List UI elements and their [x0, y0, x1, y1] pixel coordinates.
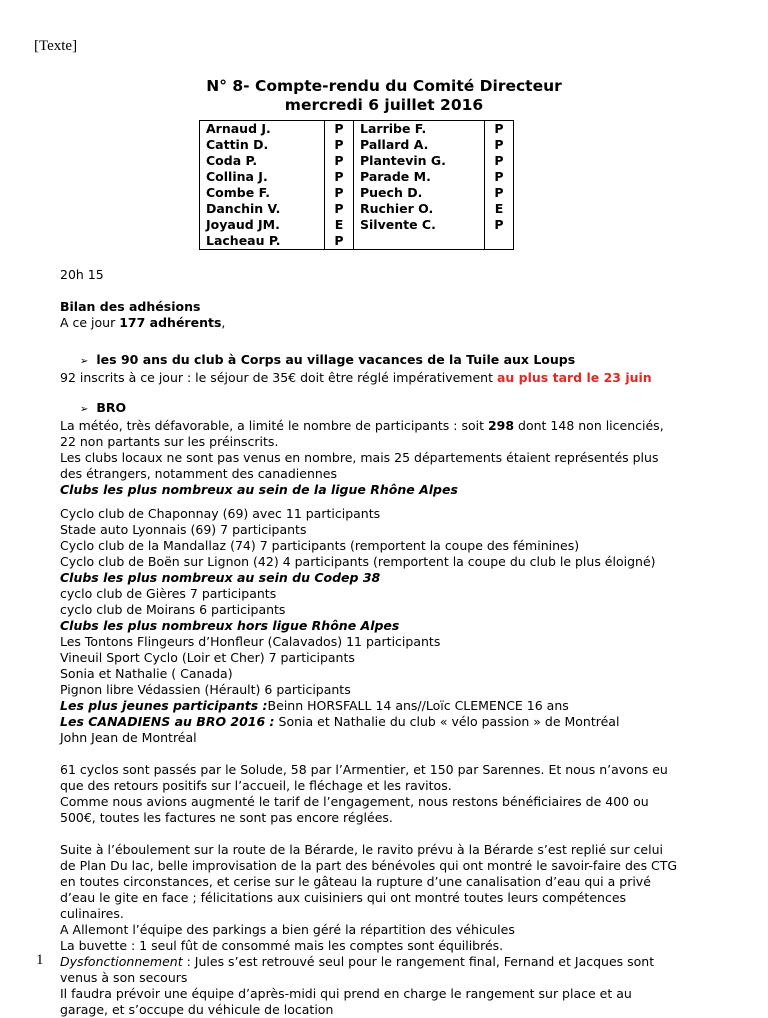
text-line: A Allemont l’équipe des parkings a bien géré la répartition des véhicules [60, 922, 515, 937]
codep-heading: Clubs les plus nombreux au sein du Codep 38 [60, 570, 381, 585]
member-status: P [334, 169, 344, 184]
member-status: P [494, 121, 504, 136]
bro-bullet: ➢ BRO [80, 400, 127, 415]
berarde-paragraph [60, 842, 720, 954]
arrow-bullet-icon: ➢ [80, 404, 89, 415]
member-name: Lacheau P. [206, 233, 281, 248]
text-line: de Plan Du lac, belle improvisation de la part des bénévoles qui ont montré le savoir-faire des CTG [60, 858, 678, 873]
member-status: P [334, 185, 344, 200]
member-name: Puech D. [360, 185, 423, 200]
member-name: Pallard A. [360, 137, 429, 152]
club-item: Sonia et Nathalie ( Canada) [60, 666, 233, 681]
member-name: Ruchier O. [360, 201, 434, 216]
page-number: 1 [36, 952, 44, 968]
attendance-table [199, 120, 514, 250]
anniversary-deadline: au plus tard le 23 juin [496, 370, 652, 385]
member-status: P [494, 137, 504, 152]
canadians-line: Les CANADIENS au BRO 2016 : Sonia et Nathalie du club « vélo passion » de Montréal [60, 714, 620, 729]
bro-line: 22 non partants sur les préinscrits. [60, 434, 279, 449]
club-item: Cyclo club de Chaponnay (69) avec 11 participants [60, 506, 381, 521]
final-paragraph [60, 986, 720, 1018]
header-tag: [Texte] [34, 38, 78, 54]
club-item: Cyclo club de Boën sur Lignon (42) 4 participants (remportent la coupe du club le plus éloigné) [60, 554, 656, 569]
member-status: P [494, 185, 504, 200]
bro-participants-count: 298 [487, 418, 515, 433]
member-name: Plantevin G. [360, 153, 446, 168]
member-status: E [334, 217, 344, 232]
member-name: Combe F. [206, 185, 271, 200]
text-line: culinaires. [60, 906, 124, 921]
member-name: Arnaud J. [206, 121, 271, 136]
anniversary-line: 92 inscrits à ce jour : le séjour de 35€ doit être réglé impérativement au plus tard le 23 juin [60, 370, 652, 385]
minutes-body [60, 267, 720, 1018]
attendance-right-names [354, 121, 485, 250]
club-item: Vineuil Sport Cyclo (Loir et Cher) 7 participants [60, 650, 355, 665]
anniversary-bullet: ➢ les 90 ans du club à Corps au village vacances de la Tuile aux Loups [80, 352, 576, 367]
attendance-right-status [485, 121, 514, 250]
text-line: Comme nous avions augmenté le tarif de l’engagement, nous restons bénéficiaires de 400 ou [60, 794, 649, 809]
club-item: Stade auto Lyonnais (69) 7 participants [60, 522, 307, 537]
member-name: Coda P. [206, 153, 258, 168]
empty-cell [489, 233, 509, 249]
member-name: Larribe F. [360, 121, 427, 136]
member-status: P [334, 233, 344, 248]
club-item: Pignon libre Védassien (Hérault) 6 participants [60, 682, 351, 697]
empty-cell [360, 233, 478, 249]
youngest-line: Les plus jeunes participants :Beinn HORSFALL 14 ans//Loïc CLEMENCE 16 ans [60, 698, 569, 713]
bro-line: Les clubs locaux ne sont pas venus en nombre, mais 25 départements étaient représentés plus [60, 450, 659, 465]
member-status: P [334, 153, 344, 168]
member-status: P [494, 153, 504, 168]
text-line: 61 cyclos sont passés par le Solude, 58 par l’Armentier, et 150 par Sarennes. Et nous n’avons eu [60, 762, 668, 777]
text-line: en toutes circonstances, et cerise sur le gâteau la rupture d’une canalisation d’eau qui a privé [60, 874, 651, 889]
bro-line: La météo, très défavorable, a limité le nombre de participants : soit 298 dont 148 non licenciés, [60, 418, 664, 433]
text-line: que des retours positifs sur l’accueil, le fléchage et les ravitos. [60, 778, 452, 793]
club-item: cyclo club de Moirans 6 participants [60, 602, 286, 617]
arrow-bullet-icon: ➢ [80, 356, 89, 367]
member-name: Collina J. [206, 169, 268, 184]
member-status: P [334, 137, 344, 152]
bro-line: des étrangers, notamment des canadiennes [60, 466, 337, 481]
member-status: P [334, 121, 344, 136]
club-item: Les Tontons Flingeurs d’Honfleur (Calavados) 11 participants [60, 634, 441, 649]
document-date: mercredi 6 juillet 2016 [284, 96, 484, 114]
meeting-time: 20h 15 [60, 267, 104, 282]
member-status: P [494, 169, 504, 184]
dysfunction-line-2: venus à son secours [60, 970, 188, 985]
adhesions-line: A ce jour 177 adhérents, [60, 315, 226, 330]
text-line: La buvette : 1 seul fût de consommé mais les comptes sont équilibrés. [60, 938, 504, 953]
member-name: Parade M. [360, 169, 431, 184]
member-name: Silvente C. [360, 217, 436, 232]
member-name: Danchin V. [206, 201, 281, 216]
member-status: E [494, 201, 504, 216]
adhesions-heading: Bilan des adhésions [60, 299, 201, 314]
text-line: garage, et s’occupe du véhicule de location [60, 1002, 334, 1017]
hors-ligue-list [60, 634, 720, 698]
hors-ligue-heading: Clubs les plus nombreux hors ligue Rhône Alpes [60, 618, 400, 633]
canadians-line-2: John Jean de Montréal [60, 730, 197, 745]
member-status: P [494, 217, 504, 232]
text-line: Il faudra prévoir une équipe d’après-midi qui prend en charge le rangement sur place et au [60, 986, 632, 1001]
ligue-heading: Clubs les plus nombreux au sein de la ligue Rhône Alpes [60, 482, 458, 497]
attendance-left-status [325, 121, 354, 250]
member-name: Joyaud JM. [206, 217, 280, 232]
ravitos-paragraph [60, 762, 720, 826]
document-title: N° 8- Compte-rendu du Comité Directeur [206, 77, 562, 95]
text-line: 500€, toutes les factures ne sont pas encore réglées. [60, 810, 393, 825]
ligue-list [60, 506, 720, 570]
dysfunction-line: Dysfonctionnement : Jules s’est retrouvé seul pour le rangement final, Fernand et Jacques sont [60, 954, 655, 969]
attendance-left-names [200, 121, 325, 250]
member-name: Cattin D. [206, 137, 269, 152]
club-item: Cyclo club de la Mandallaz (74) 7 participants (remportent la coupe des féminines) [60, 538, 580, 553]
club-item: cyclo club de Gières 7 participants [60, 586, 277, 601]
text-line: Suite à l’éboulement sur la route de la Bérarde, le ravito prévu à la Bérarde s’est replié sur celui [60, 842, 663, 857]
member-status: P [334, 201, 344, 216]
text-line: d’eau le gite en face ; félicitations aux cuisiniers qui ont montré toutes leurs compétences [60, 890, 627, 905]
adhesions-count: 177 adhérents [119, 315, 222, 330]
codep-list [60, 586, 720, 618]
